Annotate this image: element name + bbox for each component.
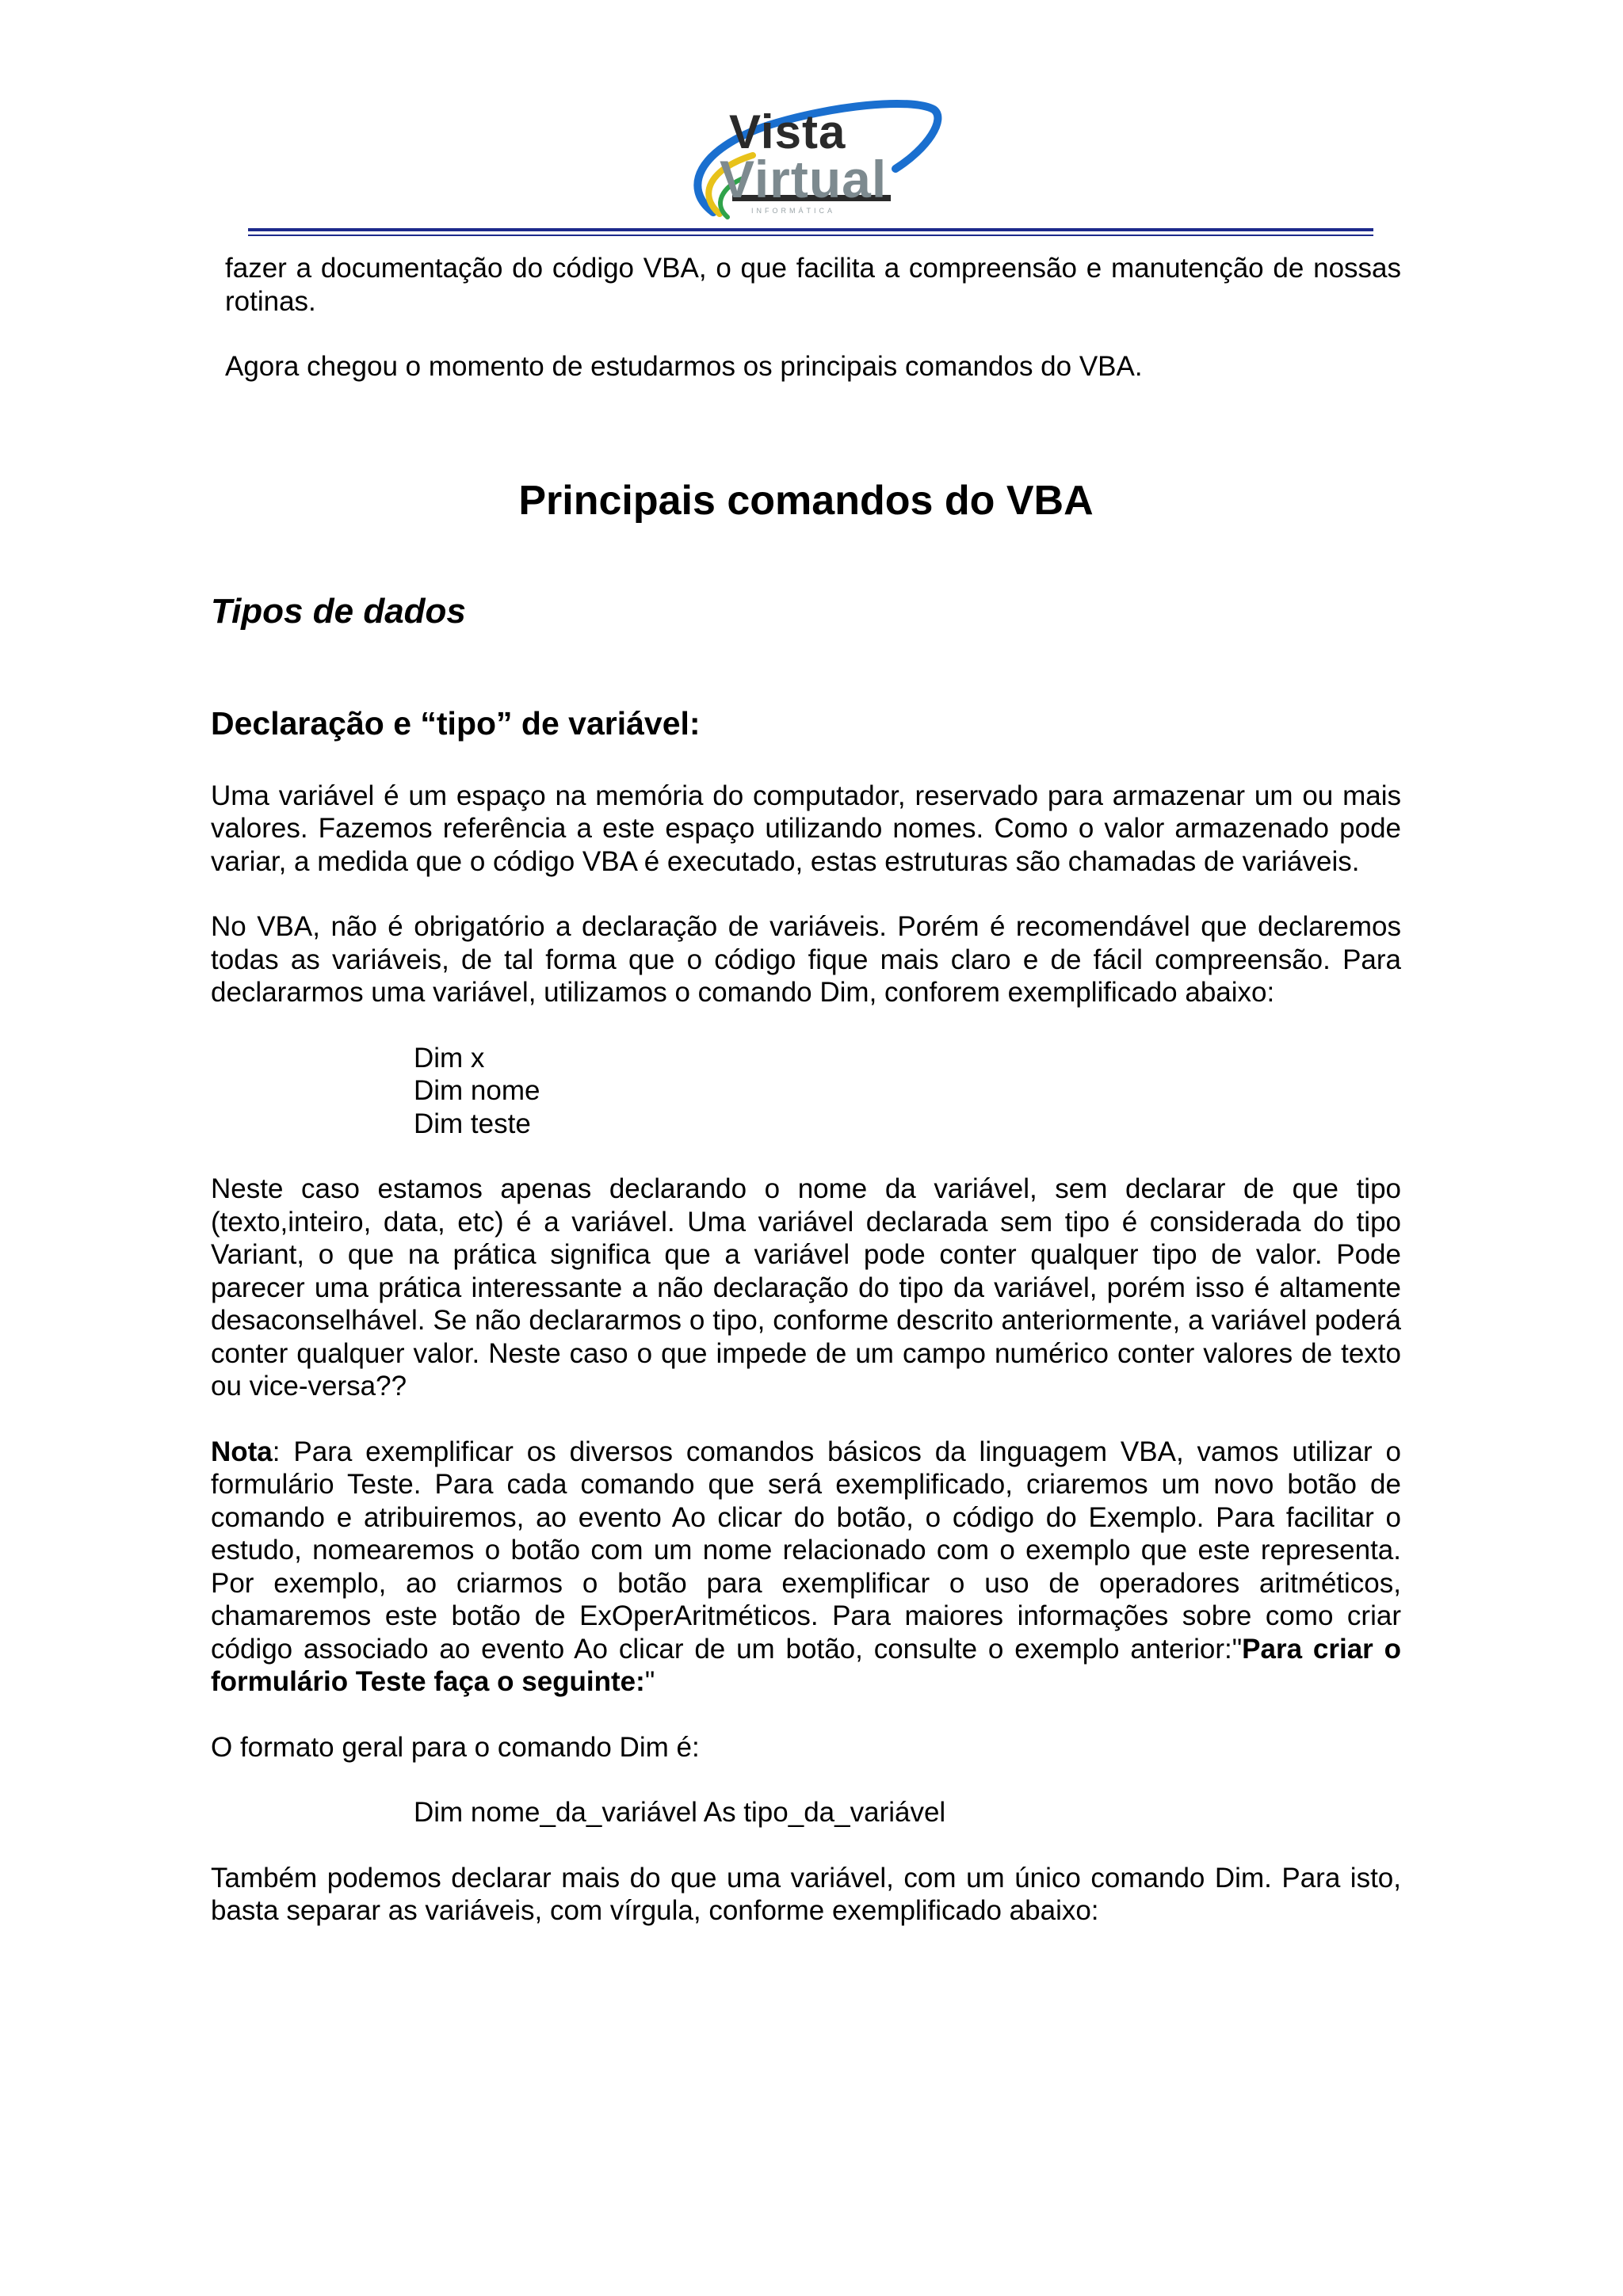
paragraph-variant-explanation: Neste caso estamos apenas declarando o nome da variável, sem declarar de que tipo (texto,inteiro, data, etc) é a variável. Uma variável declarada sem tipo é considerada do tipo Variant, o que na prática significa que a variável pode conter qualquer tipo de valor. Pode parecer uma prática interessante a não declaração do tipo da variável, porém isso é altamente desaconselhável. Se não declararmos o tipo, conforme descrito anteriormente, a variável poderá conter qualquer valor. Neste caso o que impede de um campo numérico conter valores de texto ou vice-versa?? <box>211 1173 1401 1402</box>
logo-text-virtual: Virtual <box>720 150 888 208</box>
note-reference: Para criar o formulário Teste faça o seguinte: <box>211 1633 1402 1697</box>
code-line: Dim x <box>414 1042 485 1074</box>
header-rule-thin <box>248 235 1373 236</box>
section-title: Tipos de dados <box>211 591 466 631</box>
code-line: Dim teste <box>414 1108 531 1139</box>
logo-text-vista: Vista <box>729 105 846 158</box>
note-text: : Para exemplificar os diversos comandos básicos da linguagem VBA, vamos utilizar o formulário Teste. Para cada comando que será exemplificado, criaremos um novo botão de comando e atribuiremos, ao evento Ao clicar do botão, o código do Exemplo. Para facilitar o estudo, nomearemos o botão com um nome relacionado com o exemplo que este representa. Por exemplo, ao criarmos o botão para exemplificar o uso de operadores aritméticos, chamaremos este botão de ExOperAritméticos. Para maiores informações sobre como criar código associado ao evento Ao clicar de um botão, consulte o exemplo anterior:" <box>211 1436 1401 1665</box>
intro-paragraph: fazer a documentação do código VBA, o que facilita a compreensão e manutenção de nossas rotinas. <box>225 253 1401 317</box>
vista-virtual-logo <box>682 93 943 228</box>
intro-paragraph-2: Agora chegou o momento de estudarmos os principais comandos do VBA. <box>225 351 1143 382</box>
paragraph-variable-definition: Uma variável é um espaço na memória do computador, reservado para armazenar um ou mais valores. Fazemos referência a este espaço utilizando nomes. Como o valor armazenado pode variar, a medida que o código VBA é executado, estas estruturas são chamadas de variáveis. <box>211 780 1401 877</box>
note-label: Nota <box>211 1436 273 1467</box>
paragraph-declaration: No VBA, não é obrigatório a declaração de variáveis. Porém é recomendável que declaremos todas as variáveis, de tal forma que o código fique mais claro e de fácil compreensão. Para declararmos uma variável, utilizamos o comando Dim, conforem exemplificado abaixo: <box>211 911 1401 1008</box>
note-end: " <box>644 1666 655 1697</box>
paragraph-dim-format: O formato geral para o comando Dim é: <box>211 1731 700 1763</box>
note-paragraph <box>211 1436 1401 1699</box>
logo-subtext: INFORMÁTICA <box>751 207 835 215</box>
main-title: Principais comandos do VBA <box>518 477 1094 524</box>
code-line-dim-format: Dim nome_da_variável As tipo_da_variável <box>414 1797 946 1828</box>
paragraph-multiple-declaration: Também podemos declarar mais do que uma variável, com um único comando Dim. Para isto, basta separar as variáveis, com vírgula, conforme exemplificado abaixo: <box>211 1862 1401 1926</box>
page-header <box>0 0 1623 246</box>
document-body <box>211 252 1401 1928</box>
header-rule-thick <box>248 228 1373 231</box>
code-line: Dim nome <box>414 1075 540 1106</box>
subsection-title: Declaração e “tipo” de variável: <box>211 704 701 742</box>
